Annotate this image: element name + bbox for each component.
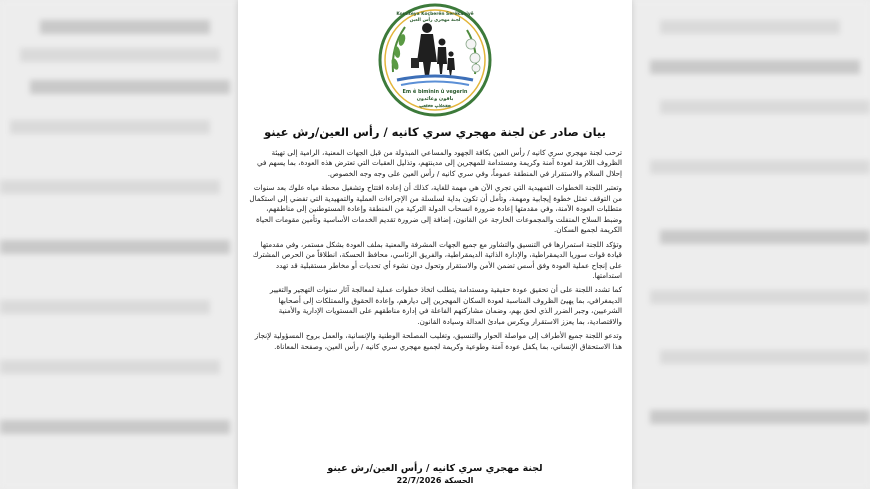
signature: لجنة مهجري سري كانيه / رأس العين/رش عينو — [327, 463, 543, 474]
statement-body — [248, 148, 622, 356]
logo-motto-kurdish: Em ê bimînin û vegerin — [402, 89, 468, 95]
paragraph: ترحب لجنة مهجري سري كانيه / رأس العين بكافة الجهود والمساعي المبذولة من قبل الجهات المعنية، الرامية إلى تهيئة الظروف اللازمة لعودة آمنة وكريمة ومستدامة للمهجرين إلى مدينتهم، وتذليل العقبات التي تعترض هذه العودة، بما يسهم في إحلال السلام والاستقرار في المنطقة عموماً، وفي سري كانيه / رأس العين على وجه وجه الخصوص. — [257, 148, 622, 178]
paragraph: وتعتبر اللجنة الخطوات التمهيدية التي تجري الآن هي مهمة للغاية، كذلك أن إعادة افتتاح وتشغيل محطة مياه علوك بعد سنوات من التوقف تمثل خطوة إيجابية ومهمة، وتأمل أن تكون بداية لسلسلة من الإجراءات العملية والتمهيدية التي تفضي إلى استكمال متطلبات العودة الآمنة، وفي مقدمتها إعادة ضرورة انسحاب الدولة التركية من المنطقة وإعادة المستوطنين إلى مناطقهم، وضبط السلاح المنفلت والمجموعات الخارجة عن القانون، إضافة إلى ضرورة تقديم الخدمات الأساسية وتأمين مقومات الحياة الكريمة لجميع السكان. — [249, 183, 622, 235]
logo-ring-text-top: Komîteya Koçberên Serêkaniyê — [396, 12, 474, 17]
paragraph: وتدعو اللجنة جميع الأطراف إلى مواصلة الحوار والتنسيق، وتغليب المصلحة الوطنية والإنسانية، والعمل بروح المسؤولية لإنجاز هذا الاستحقاق الإنساني، بما يكفل عودة آمنة وطوعية وكريمة لجميع مهجري سري كانيه / رأس العين، وصفحة المعاناة. — [254, 331, 622, 351]
logo-motto-arabic: باقون وعائدون — [416, 96, 454, 102]
paragraph: وتؤكد اللجنة استمرارها في التنسيق والتشاور مع جميع الجهات المشرفة والمعنية بملف العودة بشكل مستمر، وفي مقدمتها قيادة قوات سوريا الديمقراطية، والإدارة الذاتية الديمقراطية، والفريق الرئاسي، محافظ الحسكة، انطلاقاً من الحرص المشترك على إنجاح عملية العودة وفق أسس تضمن الأمن والاستقرار وتحول دون نشوء أي تحديات أو مخاطر مستقبلية قد تهدد استدامتها. — [252, 239, 622, 280]
logo-motto-syriac: ܡܫܬܐܪܝܢ ܘܗܦܟܝܢ — [419, 104, 451, 109]
committee-logo — [375, 2, 495, 120]
logo-ring-text-top-ar: لجنة مهجري رأس العين — [409, 18, 461, 23]
statement-document — [238, 0, 632, 489]
paragraph: كما تشدد اللجنة على أن تحقيق عودة حقيقية ومستدامة يتطلب اتخاذ خطوات عملية لمعالجة آثار سنوات التهجير والتغيير الديمغرافي، بما يهيئ الظروف المناسبة لعودة السكان المهجرين إلى ديارهم، وإعادة الحقوق والممتلكات إلى أصحابها الشرعيين، وجبر الضرر الذي لحق بهم، وضمان مشاركتهم الفاعلة في إدارة مناطقهم على المستويات الإدارية والأمنية والاقتصادية، بما يعزز الاستقرار ويكرس مبادئ العدالة وسيادة القانون. — [269, 285, 622, 326]
statement-title: بيان صادر عن لجنة مهجري سري كانيه / رأس العين/رش عينو — [264, 125, 606, 139]
place-date: الحسكة 22/7/2026 — [396, 476, 474, 485]
